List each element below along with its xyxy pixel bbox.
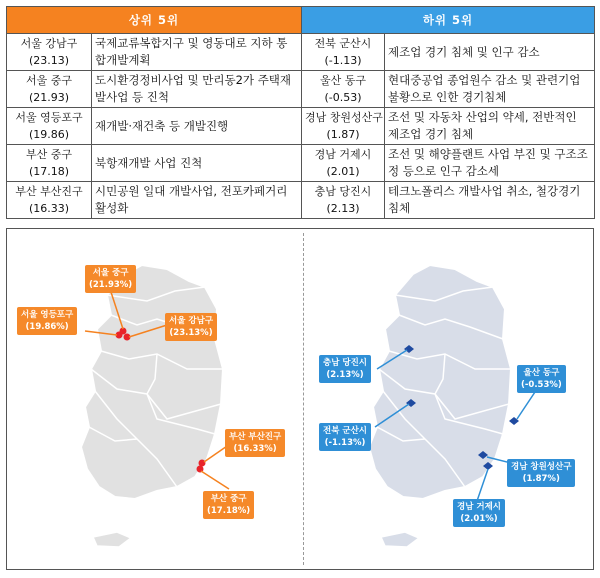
bottom-desc-cell: 제조업 경기 침체 및 인구 감소 [385, 34, 595, 71]
label-busan-busanjin: 부산 부산진구 (16.33%) [225, 429, 285, 457]
top-region-cell: 서울 강남구 (23.13) [7, 34, 92, 71]
top-desc-cell: 재개발·재건축 등 개발진행 [92, 108, 302, 145]
bottom-desc-cell: 테크노폴리스 개발사업 취소, 철강경기침체 [385, 182, 595, 219]
maps-panel [6, 228, 594, 570]
bottom-region-cell: 경남 창원성산구 (1.87) [302, 108, 385, 145]
label-seoul-gangnam: 서울 강남구 (23.13%) [165, 313, 217, 341]
table-row [7, 108, 595, 145]
bottom-desc-cell: 조선 및 해양플랜트 사업 부진 및 구조조정 등으로 인구 감소세 [385, 145, 595, 182]
bottom-region-cell: 경남 거제시 (2.01) [302, 145, 385, 182]
label-seoul-yeongdeungpo: 서울 영등포구 (19.86%) [17, 307, 77, 335]
bottom-desc-cell: 조선 및 자동차 산업의 약세, 전반적인 제조업 경기 침체 [385, 108, 595, 145]
label-ulsan-donggu: 울산 동구 (-0.53%) [517, 365, 566, 393]
map-divider [303, 233, 304, 565]
label-gunsan: 전북 군산시 (-1.13%) [319, 423, 371, 451]
top5-header: 상위 5위 [7, 7, 302, 34]
top-desc-cell: 시민공원 일대 개발사업, 전포카페거리 활성화 [92, 182, 302, 219]
label-geoje: 경남 거제시 (2.01%) [453, 499, 505, 527]
top-region-cell: 서울 영등포구 (19.86) [7, 108, 92, 145]
ranking-table [6, 6, 595, 219]
top-region-cell: 서울 중구 (21.93) [7, 71, 92, 108]
top-region-cell: 부산 부산진구 (16.33) [7, 182, 92, 219]
bottom-desc-cell: 현대중공업 종업원수 감소 및 관련기업 불황으로 인한 경기침체 [385, 71, 595, 108]
top-desc-cell: 북항재개발 사업 진척 [92, 145, 302, 182]
label-seoul-junggu: 서울 중구 (21.93%) [85, 265, 136, 293]
marker-busan-busanjin [199, 460, 206, 467]
bottom5-header: 하위 5위 [302, 7, 595, 34]
label-changwon-seongsan: 경남 창원성산구 (1.87%) [507, 459, 575, 487]
table-row [7, 182, 595, 219]
label-dangjin: 충남 당진시 (2.13%) [319, 355, 371, 383]
bottom-region-cell: 충남 당진시 (2.13) [302, 182, 385, 219]
bottom-region-cell: 울산 동구 (-0.53) [302, 71, 385, 108]
jeju-left [93, 532, 131, 547]
top-desc-cell: 국제교류복합지구 및 영동대로 지하 통합개발계획 [92, 34, 302, 71]
table-row [7, 34, 595, 71]
label-busan-junggu: 부산 중구 (17.18%) [203, 491, 254, 519]
bottom-region-cell: 전북 군산시 (-1.13) [302, 34, 385, 71]
table-row [7, 71, 595, 108]
top-desc-cell: 도시환경정비사업 및 만리동2가 주택재발사업 등 진척 [92, 71, 302, 108]
top-region-cell: 부산 중구 (17.18) [7, 145, 92, 182]
jeju-right [381, 532, 419, 547]
table-row [7, 145, 595, 182]
